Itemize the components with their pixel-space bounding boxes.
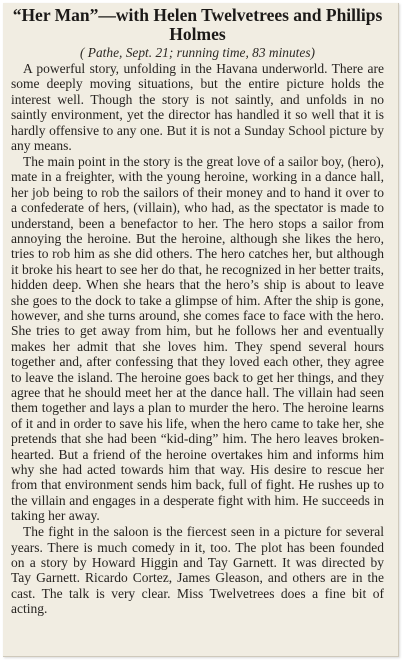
release-info: ( Pathe, Sept. 21; running time, 83 minutes) [79,45,316,60]
review-title: “Her Man”—with Helen Twelvetrees and Phillips Holmes [12,5,383,44]
review-paragraph-3: The fight in the saloon is the fiercest seen in a picture for several years. There is much comedy in it, too. The plot has been founded on a story by Howard Higgin and Tay Garnett. It was directed by Tay Garnett. Ricardo Cortez, James Gleason, and others are in the cast. The talk is very clear. Miss Twelvetrees does a fine bit of acting. [11,524,384,617]
magazine-page [3,3,399,657]
review-paragraph-1: A powerful story, unfolding in the Havana underworld. There are some deeply moving situations, but the entire picture holds the interest well. Though the story is not saintly, and unfolds in no saintly environment, yet the director has handled it so well that it is hardly offensive to any one. But it is not a Sunday School picture by any means. [11,61,384,154]
review-paragraph-2: The main point in the story is the great love of a sailor boy, (hero), mate in a freighter, with the young heroine, working in a dance hall, her job being to rob the sailors of their money and to hand it over to a confederate of hers, (villain), who had, as the spectator is made to understand, been a benefactor to her. The hero stops a sailor from annoying the heroine. But the heroine, although she likes the hero, tries to rob him as she did others. The hero catches her, but although it broke his heart to see her do that, he recognized in her better traits, hidden deep. When she hears that the hero’s ship is about to leave she goes to the dock to take a glimpse of him. After the ship is gone, however, and she turns around, she comes face to face with the hero. She tries to get away from him, but he follows her and eventually makes her admit that she loves him. They spend several hours together and, after confessing that they loved each other, they agree to leave the island. The heroine goes back to get her things, and they agree that he should meet her at the dance hall. The villain had seen them together and lays a plan to murder the hero. The heroine learns of it and in order to save his life, when the hero came to take her, she pretends that she had been “kid-ding” him. The hero leaves broken-hearted. But a friend of the heroine overtakes him and informs him why she had acted towards him that way. His desire to rescue her from that environment sends him back, full of fight. He rushes up to the villain and engages in a desperate fight with him. He succeeds in taking her away. [11,153,384,524]
